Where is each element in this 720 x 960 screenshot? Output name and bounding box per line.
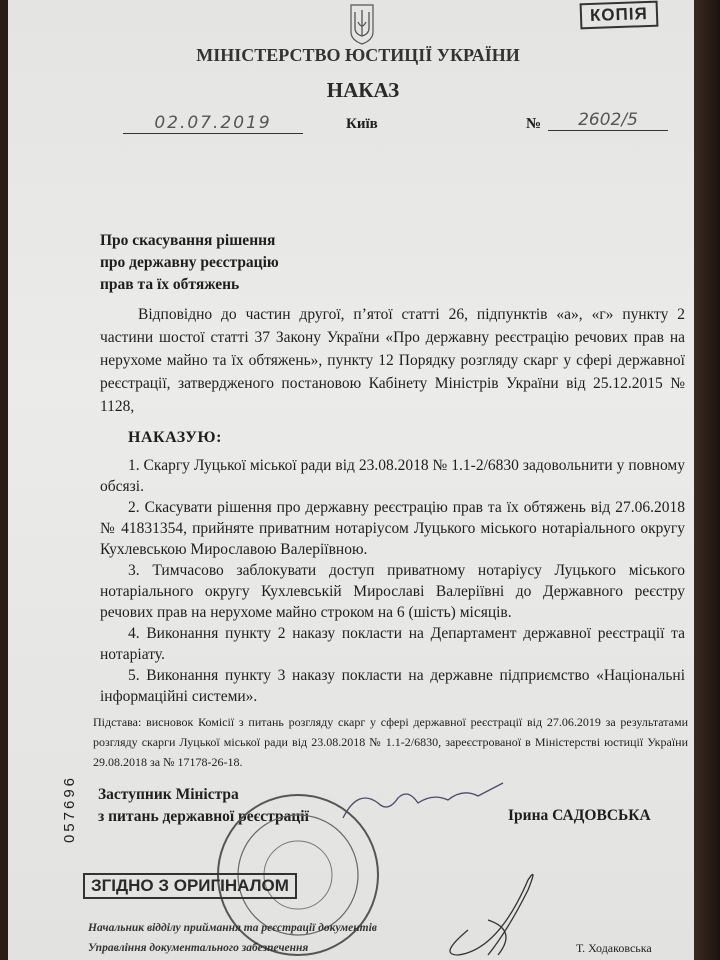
basis-text: Підстава: висновок Комісії з питань розгляду скарг у сфері державної реєстрації від 27.06.2019 за результатами розгляду скарги Луцької міської ради від 23.08.2018 № 1.1-2/6830, зареєстрованої в Міністерстві юстиції України 29.08.2018 за № 17178-26-18. [93, 715, 688, 769]
order-item: 3. Тимчасово заблокувати доступ приватному нотаріусу Луцького міського нотаріального округу Кухлевській Мирославі Валеріївні до Державного реєстру речових прав на нерухоме майно строком на 6 (шість) місяців. [100, 562, 685, 621]
document-type: НАКАЗ [326, 78, 400, 102]
order-item: 4. Виконання пункту 2 наказу покласти на Департамент державної реєстрації та нотаріату. [100, 625, 685, 663]
order-item: 1. Скаргу Луцької міської ради від 23.08.2018 № 1.1-2/6830 задовольнити у повному обсязі. [100, 457, 685, 495]
document-subject [100, 230, 279, 296]
footer-line: Начальник відділу приймання та реєстрації документів [88, 922, 377, 934]
subject-line: прав та їх обтяжень [100, 276, 240, 293]
order-items [100, 455, 685, 707]
footer-line: Управління документального забезпечення [88, 942, 309, 954]
document-city: Київ [346, 116, 378, 132]
subject-line: Про скасування рішення [100, 232, 276, 249]
order-item: 2. Скасувати рішення про державну реєстрацію прав та їх обтяжень від 27.06.2018 № 41831354, прийняте приватним нотаріусом Луцького міського нотаріального округу Кухлевською Мирославою Валеріївною. [100, 499, 685, 558]
number-label: № [526, 116, 542, 132]
background-edge [694, 0, 720, 960]
order-heading: НАКАЗУЮ: [128, 429, 222, 446]
preamble-text: Відповідно до частин другої, п’ятої статті 26, підпунктів «а», «г» пункту 2 частини шостої статті 37 Закону України «Про державну реєстрацію речових прав на нерухоме майно та їх обтяжень», пункту 12 Порядку розгляду скарг у сфері державної реєстрації, затвердженого постановою Кабінету Міністрів України від 25.12.2015 № 1128, [100, 306, 685, 415]
document-page [8, 0, 694, 960]
footer-name: Т. Ходаковська [576, 941, 652, 955]
signer-title-line: Заступник Міністра [98, 786, 239, 803]
subject-line: про державну реєстрацію [100, 254, 279, 271]
serial-number: 057696 [61, 774, 79, 844]
document-date: 02.07.2019 [123, 113, 303, 134]
order-item: 5. Виконання пункту 3 наказу покласти на державне підприємство «Національні інформаційні системи». [100, 667, 685, 705]
signature-icon [428, 860, 588, 960]
copy-stamp: КОПІЯ [580, 1, 659, 30]
signer-name: Ірина САДОВСЬКА [508, 807, 651, 824]
ministry-title: МІНІСТЕРСТВО ЮСТИЦІЇ УКРАЇНИ [196, 45, 520, 65]
document-number: 2602/5 [548, 110, 668, 131]
trident-emblem-icon [348, 2, 376, 46]
basis-note [93, 712, 688, 772]
signer-title-line: з питань державної реєстрації [98, 808, 309, 825]
footer-position [88, 918, 377, 958]
certified-copy-stamp: ЗГІДНО З ОРИГІНАЛОМ [83, 873, 297, 899]
preamble [100, 303, 685, 418]
